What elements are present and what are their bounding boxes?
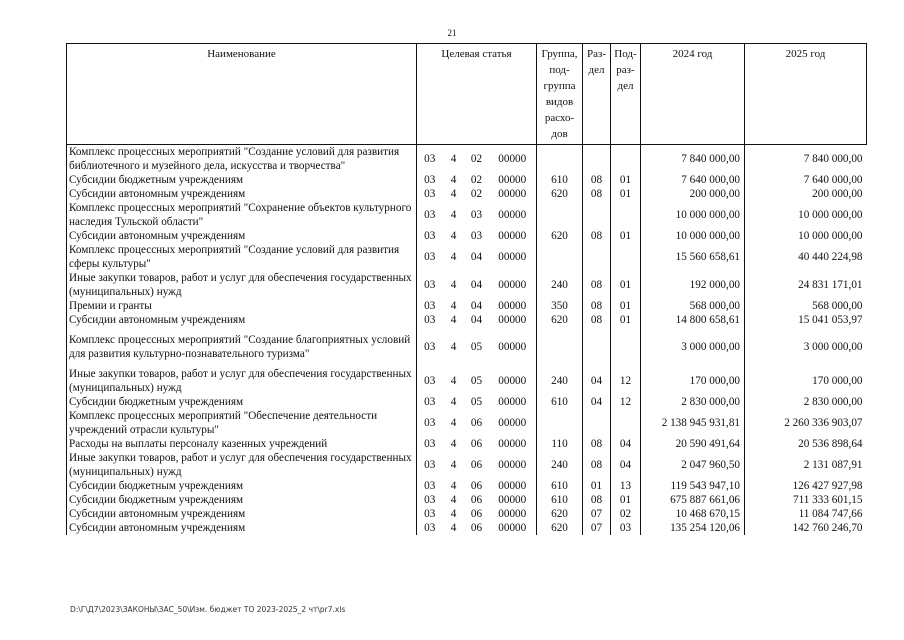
row-group: 620 (537, 313, 583, 327)
row-target-program: 03 (417, 395, 443, 409)
row-section: 08 (583, 437, 611, 451)
row-subsection: 13 (611, 479, 641, 493)
row-target-direction: 00000 (498, 188, 527, 200)
table-row (67, 201, 867, 229)
row-amount-2025: 10 000 000,00 (745, 201, 867, 229)
row-group (537, 243, 583, 271)
table-row (67, 479, 867, 493)
table-row (67, 521, 867, 535)
row-amount-2025: 170 000,00 (745, 367, 867, 395)
row-target-direction: 00000 (498, 417, 527, 429)
row-amount-2024: 135 254 120,06 (641, 521, 745, 535)
row-target-direction: 00000 (498, 300, 527, 312)
header-name: Наименование (67, 44, 417, 145)
row-target-complex: 06 (470, 522, 483, 534)
row-target-program: 03 (417, 243, 443, 271)
row-target-complex: 04 (470, 279, 483, 291)
table-header-row (67, 44, 867, 145)
row-target-program: 03 (417, 409, 443, 437)
row-target-type: 4 (450, 251, 457, 263)
row-target-complex: 06 (470, 459, 483, 471)
row-target-program: 03 (417, 507, 443, 521)
row-subsection: 12 (611, 367, 641, 395)
row-subsection: 12 (611, 395, 641, 409)
row-name: Субсидии бюджетным учреждениям (67, 173, 417, 187)
row-target-direction: 00000 (498, 459, 527, 471)
row-target-program: 03 (417, 299, 443, 313)
row-target-program: 03 (417, 493, 443, 507)
row-name: Комплекс процессных мероприятий "Создание условий для развития сферы культуры" (67, 243, 417, 271)
row-amount-2024: 2 830 000,00 (641, 395, 745, 409)
page-number: 21 (447, 28, 457, 38)
row-target-type: 4 (450, 480, 457, 492)
row-target-direction: 00000 (498, 494, 527, 506)
row-target-type: 4 (450, 209, 457, 221)
row-target-program: 03 (417, 367, 443, 395)
row-group (537, 145, 583, 174)
row-subsection: 03 (611, 521, 641, 535)
row-amount-2024: 7 640 000,00 (641, 173, 745, 187)
row-section: 08 (583, 187, 611, 201)
row-amount-2025: 126 427 927,98 (745, 479, 867, 493)
table-row (67, 299, 867, 313)
table-row (67, 437, 867, 451)
row-amount-2024: 192 000,00 (641, 271, 745, 299)
row-section: 04 (583, 395, 611, 409)
row-amount-2025: 2 830 000,00 (745, 395, 867, 409)
row-section: 04 (583, 367, 611, 395)
row-target-complex: 03 (470, 209, 483, 221)
row-name: Иные закупки товаров, работ и услуг для обеспечения государственных (муниципальных) нужд (67, 367, 417, 395)
row-target-complex: 05 (470, 341, 483, 353)
row-target-complex: 04 (470, 314, 483, 326)
row-amount-2024: 2 047 960,50 (641, 451, 745, 479)
row-group (537, 409, 583, 437)
row-group (537, 333, 583, 361)
table-row (67, 409, 867, 437)
row-target-type: 4 (450, 314, 457, 326)
row-subsection (611, 409, 641, 437)
row-amount-2025: 20 536 898,64 (745, 437, 867, 451)
row-name: Субсидии автономным учреждениям (67, 229, 417, 243)
row-subsection: 04 (611, 451, 641, 479)
row-group: 610 (537, 493, 583, 507)
row-target-program: 03 (417, 437, 443, 451)
table-row (67, 145, 867, 174)
row-name: Комплекс процессных мероприятий "Обеспечение деятельности учреждений отрасли культуры" (67, 409, 417, 437)
row-group: 610 (537, 395, 583, 409)
row-subsection: 01 (611, 271, 641, 299)
row-subsection: 01 (611, 229, 641, 243)
row-target-program: 03 (417, 145, 443, 174)
row-target-type: 4 (450, 459, 457, 471)
row-name: Комплекс процессных мероприятий "Сохранение объектов культурного наследия Тульской области" (67, 201, 417, 229)
row-name: Комплекс процессных мероприятий "Создание условий для развития библиотечного и музейного дела, искусства и творчества" (67, 145, 417, 174)
row-group: 610 (537, 173, 583, 187)
row-group: 240 (537, 367, 583, 395)
row-target-program: 03 (417, 451, 443, 479)
row-target-direction: 00000 (498, 508, 527, 520)
row-target-program: 03 (417, 313, 443, 327)
file-path-footer: D:\Г\Д7\2023\ЗАКОНЫ\ЗАС_50\Изм. бюджет ТО 2023-2025_2 чт\pr7.xls (70, 605, 346, 614)
row-target-complex: 02 (470, 153, 483, 165)
row-amount-2025: 200 000,00 (745, 187, 867, 201)
row-section: 08 (583, 313, 611, 327)
header-subsection: Под-раз-дел (611, 44, 641, 145)
row-amount-2025: 2 260 336 903,07 (745, 409, 867, 437)
row-subsection: 01 (611, 173, 641, 187)
row-amount-2024: 675 887 661,06 (641, 493, 745, 507)
row-section: 07 (583, 507, 611, 521)
row-target-program: 03 (417, 479, 443, 493)
row-target-type: 4 (450, 438, 457, 450)
row-name: Субсидии бюджетным учреждениям (67, 479, 417, 493)
row-section: 07 (583, 521, 611, 535)
row-section: 01 (583, 479, 611, 493)
row-target-type: 4 (450, 375, 457, 387)
row-name: Иные закупки товаров, работ и услуг для обеспечения государственных (муниципальных) нужд (67, 271, 417, 299)
row-name: Субсидии автономным учреждениям (67, 507, 417, 521)
row-target-direction: 00000 (498, 153, 527, 165)
row-section (583, 409, 611, 437)
row-target-type: 4 (450, 508, 457, 520)
table-row (67, 333, 867, 361)
row-group: 620 (537, 229, 583, 243)
table-row (67, 243, 867, 271)
table-row (67, 451, 867, 479)
row-target-direction: 00000 (498, 251, 527, 263)
row-name: Субсидии автономным учреждениям (67, 313, 417, 327)
row-target-type: 4 (450, 417, 457, 429)
row-amount-2024: 10 468 670,15 (641, 507, 745, 521)
row-target-type: 4 (450, 174, 457, 186)
row-target-program: 03 (417, 521, 443, 535)
row-amount-2025: 2 131 087,91 (745, 451, 867, 479)
table-row (67, 313, 867, 327)
row-target-program: 03 (417, 201, 443, 229)
row-amount-2024: 20 590 491,64 (641, 437, 745, 451)
row-target-complex: 04 (470, 300, 483, 312)
row-group: 620 (537, 507, 583, 521)
row-target-complex: 06 (470, 417, 483, 429)
row-amount-2025: 142 760 246,70 (745, 521, 867, 535)
row-subsection: 01 (611, 313, 641, 327)
row-target-complex: 04 (470, 251, 483, 263)
row-section: 08 (583, 493, 611, 507)
row-subsection: 01 (611, 187, 641, 201)
row-group: 620 (537, 521, 583, 535)
row-amount-2024: 10 000 000,00 (641, 229, 745, 243)
table-row (67, 173, 867, 187)
table-row (67, 493, 867, 507)
row-target-direction: 00000 (498, 480, 527, 492)
row-amount-2025: 568 000,00 (745, 299, 867, 313)
row-amount-2024: 10 000 000,00 (641, 201, 745, 229)
table-row (67, 271, 867, 299)
row-subsection (611, 145, 641, 174)
row-group: 240 (537, 271, 583, 299)
row-subsection: 01 (611, 299, 641, 313)
row-amount-2024: 2 138 945 931,81 (641, 409, 745, 437)
row-group (537, 201, 583, 229)
row-name: Субсидии автономным учреждениям (67, 521, 417, 535)
row-target-complex: 02 (470, 174, 483, 186)
row-subsection: 01 (611, 493, 641, 507)
row-target-program: 03 (417, 173, 443, 187)
header-2025: 2025 год (745, 44, 867, 145)
row-section: 08 (583, 173, 611, 187)
table-row (67, 367, 867, 395)
row-section (583, 201, 611, 229)
row-name: Комплекс процессных мероприятий "Создание благоприятных условий для развития культурно-познавательного туризма" (67, 333, 417, 361)
row-subsection (611, 243, 641, 271)
row-target-complex: 06 (470, 480, 483, 492)
row-name: Иные закупки товаров, работ и услуг для обеспечения государственных (муниципальных) нужд (67, 451, 417, 479)
row-section: 08 (583, 299, 611, 313)
row-amount-2024: 15 560 658,61 (641, 243, 745, 271)
table-row (67, 395, 867, 409)
row-target-direction: 00000 (498, 438, 527, 450)
row-amount-2024: 7 840 000,00 (641, 145, 745, 174)
row-section: 08 (583, 451, 611, 479)
row-amount-2024: 3 000 000,00 (641, 333, 745, 361)
row-group: 620 (537, 187, 583, 201)
table-row (67, 187, 867, 201)
row-subsection: 04 (611, 437, 641, 451)
row-group: 110 (537, 437, 583, 451)
row-amount-2025: 40 440 224,98 (745, 243, 867, 271)
row-target-direction: 00000 (498, 396, 527, 408)
budget-table (66, 43, 867, 535)
row-target-program: 03 (417, 187, 443, 201)
row-amount-2025: 711 333 601,15 (745, 493, 867, 507)
header-group: Группа, под-группа видов расхо-дов (537, 44, 583, 145)
row-name: Субсидии автономным учреждениям (67, 187, 417, 201)
row-target-direction: 00000 (498, 314, 527, 326)
row-target-type: 4 (450, 522, 457, 534)
row-target-complex: 05 (470, 375, 483, 387)
row-amount-2025: 7 640 000,00 (745, 173, 867, 187)
row-target-direction: 00000 (498, 209, 527, 221)
row-target-type: 4 (450, 341, 457, 353)
table-row (67, 507, 867, 521)
row-target-type: 4 (450, 230, 457, 242)
row-name: Расходы на выплаты персоналу казенных учреждений (67, 437, 417, 451)
row-target-direction: 00000 (498, 230, 527, 242)
row-amount-2025: 15 041 053,97 (745, 313, 867, 327)
row-target-complex: 02 (470, 188, 483, 200)
row-target-type: 4 (450, 494, 457, 506)
row-name: Субсидии бюджетным учреждениям (67, 395, 417, 409)
row-group: 240 (537, 451, 583, 479)
row-target-direction: 00000 (498, 341, 527, 353)
row-name: Субсидии бюджетным учреждениям (67, 493, 417, 507)
row-target-complex: 03 (470, 230, 483, 242)
row-target-direction: 00000 (498, 279, 527, 291)
row-target-program: 03 (417, 229, 443, 243)
header-target: Целевая статья (417, 44, 537, 145)
row-amount-2025: 24 831 171,01 (745, 271, 867, 299)
row-amount-2025: 3 000 000,00 (745, 333, 867, 361)
row-amount-2024: 568 000,00 (641, 299, 745, 313)
row-group: 610 (537, 479, 583, 493)
row-target-program: 03 (417, 333, 443, 361)
row-target-type: 4 (450, 153, 457, 165)
row-section: 08 (583, 271, 611, 299)
row-subsection (611, 333, 641, 361)
row-target-complex: 06 (470, 508, 483, 520)
row-target-type: 4 (450, 396, 457, 408)
row-subsection: 02 (611, 507, 641, 521)
row-subsection (611, 201, 641, 229)
row-amount-2024: 170 000,00 (641, 367, 745, 395)
row-amount-2025: 11 084 747,66 (745, 507, 867, 521)
row-target-type: 4 (450, 279, 457, 291)
row-target-direction: 00000 (498, 174, 527, 186)
row-amount-2025: 10 000 000,00 (745, 229, 867, 243)
row-section (583, 243, 611, 271)
row-target-type: 4 (450, 300, 457, 312)
row-target-complex: 06 (470, 438, 483, 450)
row-target-complex: 05 (470, 396, 483, 408)
row-target-program: 03 (417, 271, 443, 299)
row-group: 350 (537, 299, 583, 313)
row-amount-2024: 200 000,00 (641, 187, 745, 201)
header-2024: 2024 год (641, 44, 745, 145)
header-section: Раз-дел (583, 44, 611, 145)
row-amount-2024: 14 800 658,61 (641, 313, 745, 327)
row-amount-2024: 119 543 947,10 (641, 479, 745, 493)
row-section: 08 (583, 229, 611, 243)
row-name: Премии и гранты (67, 299, 417, 313)
row-target-type: 4 (450, 188, 457, 200)
row-section (583, 333, 611, 361)
row-target-direction: 00000 (498, 522, 527, 534)
row-section (583, 145, 611, 174)
row-target-complex: 06 (470, 494, 483, 506)
row-target-direction: 00000 (498, 375, 527, 387)
table-row (67, 229, 867, 243)
row-amount-2025: 7 840 000,00 (745, 145, 867, 174)
